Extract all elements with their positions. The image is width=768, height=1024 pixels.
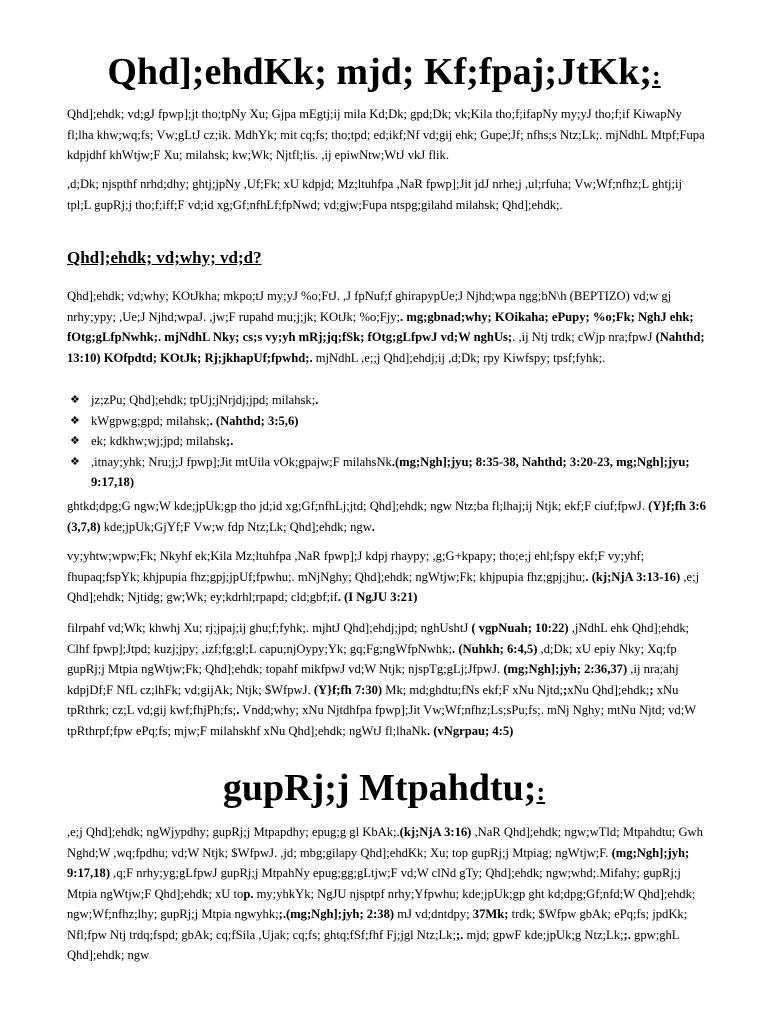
p6-text-m: xNu tpRthrk; cz;L vd;gij kwf;fhjPh;fs; bbox=[67, 682, 679, 717]
p5-text-c: ,e;j Qhd];ehdk; Njtidg; gw;Wk; ey;kdrhl;rpapd; cld;gbf;if bbox=[67, 569, 700, 604]
p6-sep-2: ; bbox=[649, 682, 654, 697]
bullet-ref: .(mg;Ngh];jyu; 8:35-38, Nahthd; 3:20-23, mg;Ngh];jyu; 9:17,18) bbox=[91, 454, 690, 489]
list-item bbox=[67, 431, 706, 452]
p6-period: . bbox=[236, 703, 240, 717]
section-heading: Qhd];ehdk; vd;why; vd;d? bbox=[67, 248, 262, 267]
p7-sep: ;. bbox=[278, 907, 286, 921]
paragraph-7 bbox=[67, 822, 706, 966]
p7-bold-f: p. bbox=[243, 886, 254, 901]
p7-sep-3: ;. bbox=[623, 927, 631, 942]
bullet-list bbox=[67, 390, 706, 493]
p7-text-p: gpw;ghL Qhd];ehdk; ngw bbox=[67, 927, 680, 962]
list-item bbox=[67, 452, 706, 493]
page-title-text: Qhd];ehdKk; mjd; Kf;fpaj;JtKk; bbox=[107, 51, 652, 93]
paragraph-2: ,d;Dk; njspthf nrhd;dhy; ghtj;jpNy ,Uf;Fk; xU kdpjd; Mz;ltuhfpa ,NaR fpwp];Jit jdJ nrhe;j ,ul;rfuha; Vw;Wf;nfhz;L ghtj;ij tpl;L gupRj;j tho;f;iff;F vd;id xg;Gf;nfhLf;fpNwd; vd;gjw;Fupa ntspg;gilahd milahsk; Qhd];ehdk;. bbox=[67, 177, 682, 212]
p7-text-a: ,e;j Qhd];ehdk; ngWjypdhy; gupRj;j Mtpapdhy; epug;g gl KbAk;. bbox=[67, 825, 400, 839]
list-item bbox=[67, 390, 706, 411]
p6-verse-ref-hebrews: ( vgpNuah; 10:22) bbox=[468, 621, 569, 635]
p6-verse-ref-romans: . (Nuhkh; 6:4,5) bbox=[452, 641, 538, 656]
repentance-paragraph bbox=[67, 496, 706, 537]
list-item bbox=[67, 411, 706, 432]
paragraph-6 bbox=[67, 618, 706, 741]
paragraph-3 bbox=[67, 286, 706, 368]
p7-text-n: mjd; gpwF kde;jpUk;g Ntz;Lk; bbox=[463, 927, 624, 942]
p3-text-c: . ,ij Ntj trdk; cWjp nra;fpwJ bbox=[512, 330, 653, 344]
p6-text-g: ,ij nra;ahj kdpjDf;F NfL cz;lhFk; vd;gijAk; Ntjk; $WfpwJ. bbox=[67, 662, 679, 697]
paragraph-1: Qhd];ehdk; vd;gJ fpwp];jt tho;tpNy Xu; Gjpa mEgtj;ij mila Kd;Dk; gpd;Dk; vk;Kila tho;f;ifapNy my;yJ tho;f;if KiwapNy fl;lha khw;wq;fs; Vw;gLtJ cz;ik. MdhYk; mit cq;fs; tho;tpd; ed;ikf;Nf vd;gij ehk; Gupe;Jf; nfhs;s Ntz;Lk;. mjNdhL Mtpf;Fupa kdpjdhf khWtjw;F Xu; milahsk; kw;Wk; Njtfl;lis. ,ij epiwNtw;WtJ vkJ flik. bbox=[67, 107, 705, 162]
p6-text-e: ,d;Dk; xU epiy Nky; Xq;fp gupRj;j Mtpia ngWtjw;Fk; Qhd];ehdk; topahf mikfpwJ vd;W Ntjk; njspTg;gLj;JfpwJ. bbox=[67, 641, 677, 676]
bullet-text: kWgpwg;gpd; milahsk; bbox=[91, 413, 210, 428]
p4-verse-ref: (Y}f;fh 3:6 (3,7,8) bbox=[67, 499, 706, 534]
bullet-text: ek; kdkhw;wj;jpd; milahsk bbox=[91, 434, 227, 448]
diamond-bullet-icon: ❖ bbox=[70, 393, 80, 406]
p3-verse-ref: (Nahthd; 13:10) KOfpdtd; KOtJk; Rj;jkhapUf;fpwhd;. bbox=[67, 330, 705, 365]
p6-verse-ref-acts: (mg;Ngh];jyh; 2:36,37) bbox=[500, 662, 628, 676]
p6-text-a: filrpahf vd;Wk; khwhj Xu; rj;jpaj;ij ghu;f;fyhk;. mjhtJ Qhd];ehdj;jpd; nghUshtJ bbox=[67, 621, 469, 635]
p7-sep-2: ;. bbox=[455, 927, 464, 942]
p5-text-a: vy;yhtw;wpw;Fk; Nkyhf ek;Kila Mz;ltuhfpa ,NaR fpwp];J kdpj rhaypy; ,g;G+kpapy; tho;e;j ehl;fspy ekf;F vy;yhf; fhupaq;fspYk; khjpupia fhz;gpj;jpUf;fpwhu;. mNjNghy; Qhd];ehdk; ngWtjw;Fk; khjpupia fhz;gpj;jhu; bbox=[67, 549, 645, 584]
p3-text-a: Qhd];ehdk; vd;why; KOtJkha; mkpo;tJ my;yJ %o;FtJ. ,J fpNuf;f ghirapypUe;J Njhd;wpa ngg;bN\h (BEPTIZO) vd;w gj nrhy;ypy; ,Ue;J Njhd;wpaJ. ,jw;F rupahd mu;j;jk; KOtJk; %o;Fjy; bbox=[67, 289, 672, 324]
p7-verse-ref-acts-2: (mg;Ngh];jyh; 2:38) bbox=[285, 907, 395, 921]
p6-verse-ref-luke: (Y}f;fh 7:30) bbox=[310, 682, 383, 697]
holy-spirit-paragraph bbox=[67, 822, 706, 966]
p7-text-j: mJ vd;dntdpy; bbox=[394, 907, 470, 921]
bullet-text: ,itnay;yhk; Nru;j;J fpwp];Jit mtUila vOk;gpajw;F milahsNk bbox=[91, 454, 392, 469]
p3-text-e: mjNdhL ,e;;j Qhd];ehdj;ij ,d;Dk; rpy Kiwfspy; tpsf;fyhk;. bbox=[312, 350, 606, 365]
paragraph-4 bbox=[67, 496, 706, 537]
p6-sep-1: ; bbox=[563, 682, 568, 697]
second-paragraph bbox=[67, 174, 706, 215]
p6-text-i: Mk; md;ghdtu;fNs ekf;F xNu Njtd; bbox=[382, 682, 563, 697]
section-title bbox=[0, 768, 768, 812]
paragraph-5 bbox=[67, 546, 706, 608]
definition-paragraph bbox=[67, 286, 706, 368]
bullet-text: jz;zPu; Qhd];ehdk; tpUj;jNrjdj;jpd; milahsk; bbox=[91, 393, 316, 407]
p4-text-c: kde;jpUk;GjYf;F Vw;w fdp Ntz;Lk; Qhd];ehdk; ngw bbox=[100, 519, 372, 534]
bullet-ref: . (Nahthd; 3:5,6) bbox=[209, 413, 299, 428]
diamond-bullet-icon: ❖ bbox=[70, 413, 80, 427]
section-title-text: gupRj;j Mtpahdtu; bbox=[222, 767, 537, 809]
p7-verse-ref-acts-9: (mg;Ngh];jyh; 9:17,18) bbox=[67, 845, 690, 880]
p7-text-e: ,q;F nrhy;yg;gLfpwJ gupRj;j MtpahNy epug;gg;gLtjw;F vd;W clNd gTy; Qhd];ehdk; ngw;whd;.Mifahy; gupRj;j Mtpia ngWtjw;F Qhd];ehdk; xU to bbox=[67, 866, 681, 901]
bullet-list-block bbox=[67, 390, 706, 493]
p7-text-c: ,NaR Qhd];ehdk; ngw;wTld; Mtpahdtu; Gwh Nghd;W ,wq;fpdhu; vd;W Ntjk; $WfpwJ. ,jd; mbg;gilapy Qhd];ehdKk; Xu; top gupRj;j Mtpiag; ngWtjw;F. bbox=[67, 825, 703, 860]
example-paragraph bbox=[67, 546, 706, 608]
p5-verse-ref-2: . (I NgJU 3:21) bbox=[337, 590, 418, 604]
p7-verse-ref-matthew: (kj;NjA 3:16) bbox=[399, 825, 472, 839]
page-title-colon: : bbox=[652, 61, 661, 90]
bullet-ref: ;. bbox=[226, 434, 234, 448]
p7-verse-number: 37Mk; bbox=[469, 907, 509, 921]
conclusion-paragraph bbox=[67, 618, 706, 741]
p3-bold-b: . mg;gbnad;why; KOikaha; ePupy; %o;Fk; NghJ ehk; fOtg;gLfpNwhk;. mjNdhL Nky; cs;s vy;yh mRj;jq;fSk; fOtg;gLfpwJ vd;W nghUs; bbox=[67, 309, 694, 344]
p7-text-g: my;yhkYk; NgJU njsptpf nrhy;Yfpwhu; kde;jpUk;gp ght kd;dpg;Gf;nfd;W Qhd];ehdk; ngw;Wf;nfhz;lhy; gupRj;j Mtpia ngwyhk; bbox=[67, 886, 696, 921]
intro-paragraph bbox=[67, 104, 706, 166]
p4-text-a: ghtkd;dpg;G ngw;W kde;jpUk;gp tho jd;id xg;Gf;nfhLj;jtd; Qhd];ehdk; ngw Ntz;ba fl;lhaj;ij Ntjk; ekf;F ciuf;fpwJ. bbox=[67, 499, 645, 513]
diamond-bullet-icon: ❖ bbox=[70, 434, 80, 447]
diamond-bullet-icon: ❖ bbox=[70, 454, 80, 468]
p5-verse-ref: . (kj;NjA 3:13-16) bbox=[585, 569, 681, 584]
section-heading-block bbox=[67, 247, 706, 269]
bullet-ref: . bbox=[315, 393, 319, 407]
p7-text-l: trdk; $Wfpw gbAk; ePq;fs; jpdKk; Nfl;fpw Ntj trdq;fspd; gbAk; cq;fSila ,Ujak; cq;fs; ghtq;fSf;fhf Fj;jgl Ntz;Lk; bbox=[67, 907, 688, 942]
section-title-colon: : bbox=[536, 777, 546, 806]
p6-verse-ref-eph: . (vNgrpau; 4:5) bbox=[426, 723, 514, 738]
p6-text-o: Vndd;why; xNu Njtdhfpa fpwp];Jit Vw;Wf;nfhz;Ls;sPu;fs;. mNj Nghy; mtNu Njtd; vd;W tpRthrpf;fpw ePq;fs; mjw;F milahskhf xNu Qhd];ehdk; ngWtJ fl;lhaNk bbox=[67, 703, 696, 738]
p4-period: . bbox=[371, 519, 375, 534]
p6-text-c: ,jNdhL ehk Qhd];ehdk; Clhf fpwp];Jtpd; kuzj;jpy; ,izf;fg;gl;L capu;njOypy;Yk; gq;Fg;ngWfpNwhk; bbox=[67, 621, 690, 656]
page-title bbox=[0, 52, 768, 96]
p6-text-k: xNu Qhd];ehdk; bbox=[567, 682, 650, 697]
